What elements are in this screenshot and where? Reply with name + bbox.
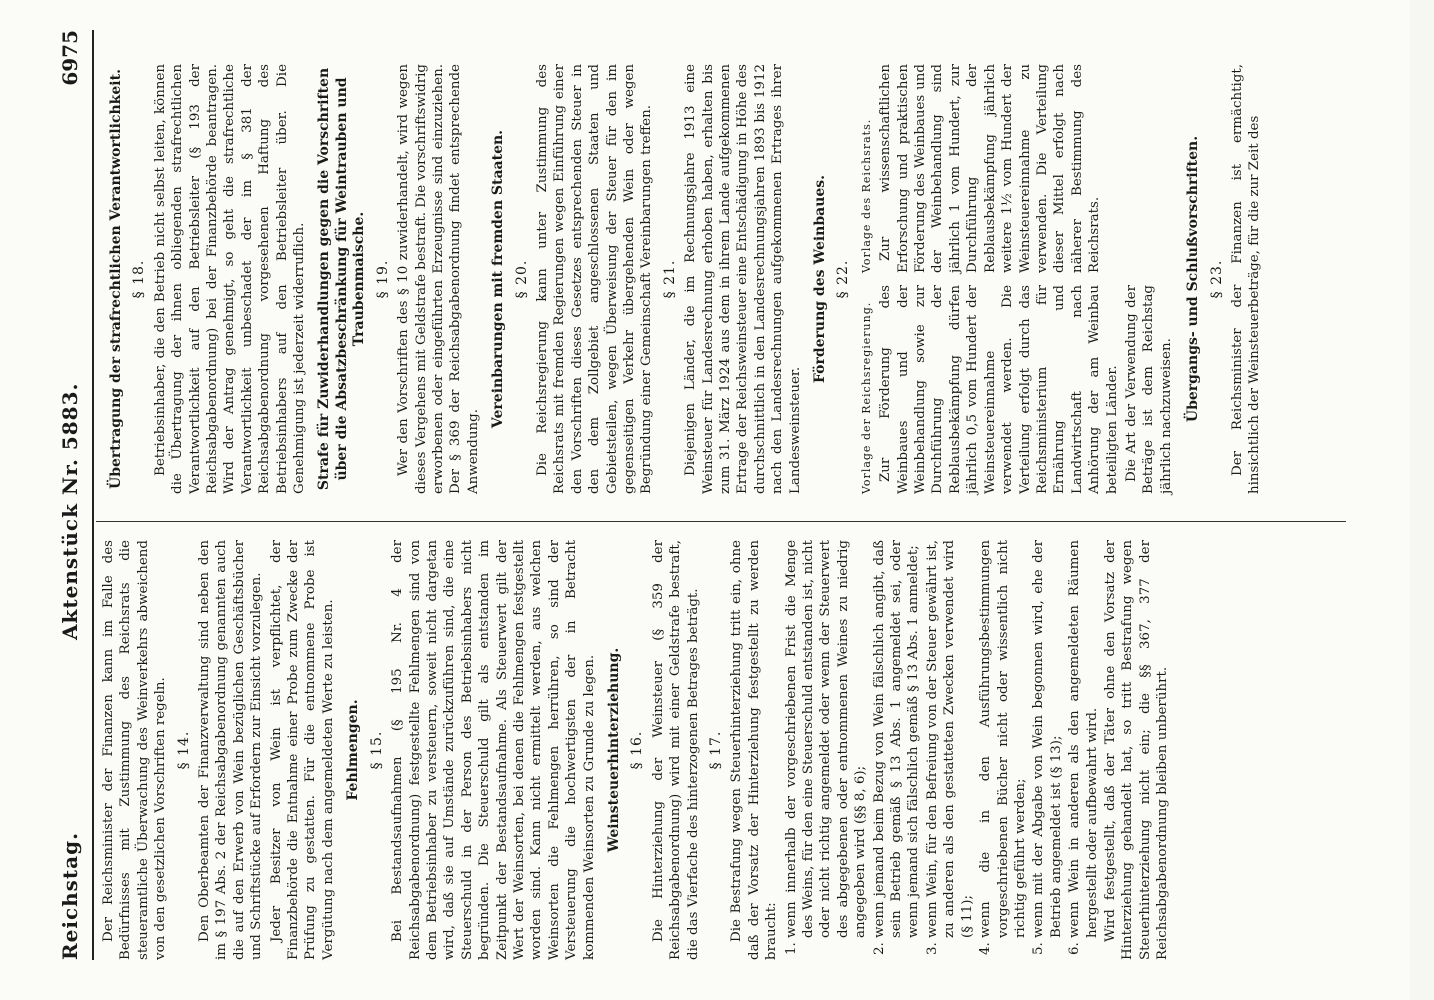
header-rule <box>92 30 94 960</box>
section-18-title: § 18. <box>131 259 148 299</box>
section-15-paragraph: Bei Bestandsaufnahmen (§ 195 Nr. 4 der Reichsabgabenordnung) festgestellte Fehlmengen sind von dem Betriebsinhaber zu versteuern, soweit nicht dargetan wird, daß sie auf Umstände zurückzuführen sind, die eine Steuerschuld in der Person des Betriebsinhabers nicht begründen. Die Steuerschuld gilt als entstanden im Zeitpunkt der Bestandsaufnahme. Als Steuerwert gilt der Wert der Weinsorten, bei denen die Fehlmengen festgestellt worden sind. Kann nicht ermittelt werden, aus welchen Weinsorten die Fehlmengen herrühren, so sind der Versteuerung die hochwertigsten der in Betracht kommenden Weinsorten zu Grunde zu legen. <box>390 540 597 960</box>
section-21-title: § 21. <box>661 259 678 299</box>
list-item: 5. wenn mit der Abgabe von Wein begonnen wird, ehe der Betrieb angemeldet ist (§ 13); <box>1030 540 1065 938</box>
section-15-title: § 15. <box>368 730 385 770</box>
section-23-title: § 23. <box>1208 259 1225 299</box>
section-17-title: § 17. <box>708 730 724 770</box>
right-column <box>100 64 1266 494</box>
heading-foerderung: Förderung des Weinbaues. <box>812 174 829 384</box>
page-number: 6975 <box>58 30 82 86</box>
section-22-right-paragraph: Zur wissenschaftlichen Erforschung und praktischen Förderung des Weinbaues und der Weinbehandlung sind jährlich 1 vom Hundert, zur Durchführung der Reblausbekämpfung jährlich weitere 1½ vom Hundert der Weinsteuereinnahme zu verwenden. Die Verteilung dieser Mittel erfolgt nach näherer Bestimmung des Reichsrats. <box>878 64 1103 273</box>
heading-strafe: Strafe für Zuwiderhandlungen gegen die Vorschriften über die Absatzbeschränkung für Weintrauben und Traubenmaische. <box>316 67 368 491</box>
section-16-paragraph: Die Hinterziehung der Weinsteuer (§ 359 der Reichsabgabenordnung) wird mit einer Geldstrafe bestraft, die das Vierfache des hinterzogenen Betrages beträgt. <box>650 540 701 960</box>
page-header <box>58 30 90 960</box>
margin-note <box>1403 0 1433 1000</box>
section-14-paragraph-2: Jeder Besitzer von Wein ist verpflichtet, der Finanzbehörde die Entnahme einer Probe zum Zwecke der Prüfung zu gestatten. Für die entnommene Probe ist Vergütung nach dem angemeldeten Werte zu leisten. <box>268 540 336 960</box>
section-22-title: § 22. <box>835 259 852 299</box>
section-22-left-paragraph-1: Zur Förderung des Weinbaues und der Weinbehandlung sowie zur Durchführung der Reblausbekämpfung dürfen jährlich 0,5 vom Hundert der Weinsteuereinnahme verwendet werden. Die Verteilung erfolgt durch das Reichsministerium für Ernährung und Landwirtschaft nach Anhörung der am Weinbau beteiligten Länder. <box>878 285 1120 494</box>
section-22-left <box>856 285 1177 494</box>
header-reichstag: Reichstag. <box>58 831 82 960</box>
section-17-paragraph-1: Die Bestrafung wegen Steuerhinterziehung tritt ein, ohne daß der Vorsatz der Hinterziehung festgestellt zu werden braucht: <box>729 540 780 960</box>
section-17-list <box>783 540 1101 960</box>
column-divider <box>96 521 1346 522</box>
list-item: 2. wenn jemand beim Bezug von Wein fälschlich angibt, daß sein Betrieb gemäß § 13 Abs. 1 angemeldet sei, oder wenn jemand sich fälschlich gemäß § 13 Abs. 1 anmeldet; <box>871 540 923 938</box>
header-aktenstueck: Aktenstück Nr. 5883. <box>58 382 82 640</box>
left-column <box>100 540 1174 960</box>
section-21-paragraph: Diejenigen Länder, die im Rechnungsjahre 1913 eine Weinsteuer für Landesrechnung erhoben haben, erhalten bis zum 31. März 1924 aus dem in ihrem Lande aufgekommenen Ertrage der Reichsweinsteuer eine Entschädigung in Höhe des durchschnittlich in den Landesrechnungsjahren 1893 bis 1912 nach den Landesrechnungen aufgekommenen Ertrages ihrer Landesweinsteuer. <box>683 64 803 494</box>
heading-uebertragung: Übertragung der strafrechtlichen Verantwortlichkeit. <box>108 69 124 489</box>
list-item: 6. wenn Wein in anderen als den angemeldeten Räumen hergestellt oder aufbewahrt wird. <box>1066 540 1101 938</box>
label-vorlage-reichsrat: Vorlage des Reichsrats. <box>859 118 873 273</box>
section-23-paragraph: Der Reichsminister der Finanzen ist ermächtigt, hinsichtlich der Weinsteuerbeträge, für die zur Zeit des <box>1229 64 1263 494</box>
heading-fehlmengen: Fehlmengen. <box>345 699 362 801</box>
section-17-paragraph-2: Wird festgestellt, daß der Täter ohne den Vorsatz der Hinterziehung gehandelt hat, so tritt Bestrafung wegen Steuerhinterziehung nicht ein; die §§ 367, 377 der Reichsabgabenordnung bleiben unberührt. <box>1102 540 1171 960</box>
section-19-title: § 19. <box>374 259 391 299</box>
heading-weinsteuerhinterziehung: Weinsteuerhinterziehung. <box>605 647 622 853</box>
section-18-paragraph: Betriebsinhaber, die den Betrieb nicht selbst leiten, können die Übertragung der ihnen obliegenden strafrechtlichen Verantwortlichkeit auf den Betriebsleiter (§ 193 der Reichsabgabenordnung) bei der Finanzbehörde beantragen. Wird der Antrag genehmigt, so geht die strafrechtliche Verantwortlichkeit unbeschadet der im § 381 der Reichsabgabenordnung vorgesehenen Haftung des Betriebsinhabers auf den Betriebsleiter über. Die Genehmigung ist jederzeit widerruflich. <box>152 64 308 494</box>
section-22-right <box>856 64 1177 273</box>
section-14-paragraph-1: Den Oberbeamten der Finanzverwaltung sind neben den im § 197 Abs. 2 der Reichsabgabenordnung genannten auch die auf den Erwerb von Wein bezüglichen Geschäftsbücher und Schriftstücke auf Erfordern zur Einsicht vorzulegen. <box>197 540 265 960</box>
section-22-columns <box>856 64 1177 494</box>
heading-vereinbarungen: Vereinbarungen mit fremden Staaten. <box>490 129 507 429</box>
section-19-paragraph: Wer den Vorschriften des § 10 zuwiderhandelt, wird wegen dieses Vergehens mit Geldstrafe bestraft. Die vorschriftswidrig erworbenen oder eingeführten Erzeugnisse sind einzuziehen. Der § 369 der Reichsabgabenordnung findet entsprechende Anwendung. <box>396 64 481 494</box>
label-vorlage-reichsregierung: Vorlage der Reichsregierung. <box>859 301 873 494</box>
list-item: 3. wenn Wein, für den Befreiung von der Steuer gewährt ist, zu anderen als den gestatteten Zwecken verwendet wird (§ 11); <box>924 540 976 938</box>
section-14-title: § 14. <box>175 730 192 770</box>
section-16-title: § 16. <box>629 730 646 770</box>
section-20-paragraph: Die Reichsregierung kann unter Zustimmung des Reichsrats mit fremden Regierungen wegen Einführung einer den Vorschriften dieses Gesetzes entsprechenden Steuer in den dem Zollgebiet angeschlossenen Staaten und Gebietsteilen, wegen Überweisung der Steuer für den im gegenseitigen Verkehr übergehenden Wein oder wegen Begründung einer Gemeinschaft Vereinbarungen treffen. <box>534 64 655 494</box>
list-item: 1. wenn innerhalb der vorgeschriebenen Frist die Menge des Weins, für den eine Steuerschuld entstanden ist, nicht oder nicht richtig angemeldet oder wenn der Steuerwert des abgegebenen oder entnommenen Weines zu niedrig angegeben wird (§§ 8, 6); <box>783 540 870 938</box>
heading-uebergangsvorschriften: Übergangs- und Schlußvorschriften. <box>1185 135 1202 423</box>
intro-paragraph: Der Reichsminister der Finanzen kann im Falle des Bedürfnisses mit Zustimmung des Reichsrats die steueramtliche Überwachung des Weinverkehrs abweichend von den gesetzlichen Vorschriften regeln. <box>101 540 169 960</box>
section-20-title: § 20. <box>513 259 530 299</box>
list-item: 4. wenn die in den Ausführungsbestimmungen vorgeschriebenen Bücher nicht oder wissentlich nicht richtig geführt werden; <box>977 540 1029 938</box>
section-22-left-paragraph-2: Die Art der Verwendung der Beträge ist dem Reichstag jährlich nachzuweisen. <box>1123 285 1174 494</box>
